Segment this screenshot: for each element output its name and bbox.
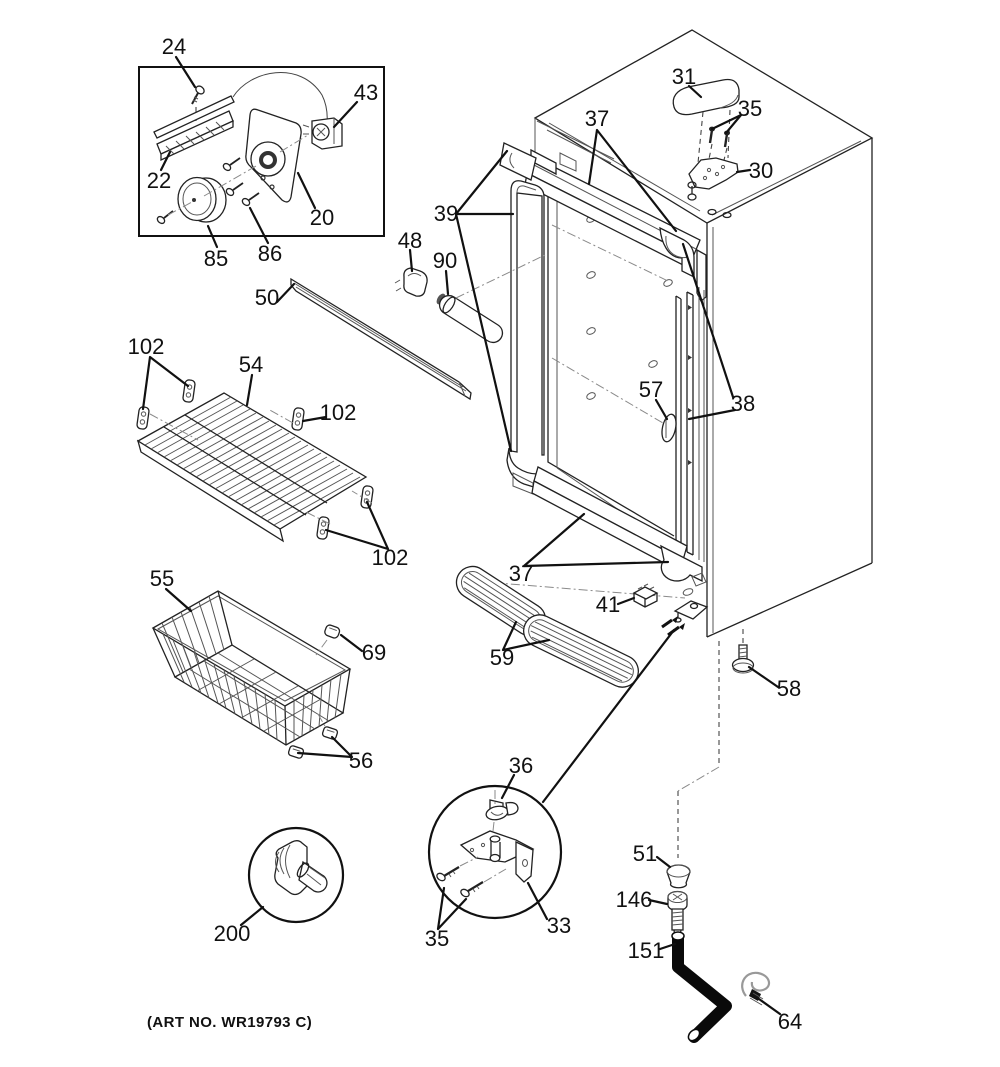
clip-64 [742,973,769,1005]
part-label-200: 200 [213,921,251,946]
part-label-41: 41 [595,592,621,617]
part-label-22: 22 [146,168,172,193]
part-label-90: 90 [432,248,458,273]
part-label-55: 55 [149,566,175,591]
part-label-56: 56 [348,748,374,773]
inset-detail-box [139,67,384,236]
clamp-48 [395,268,427,296]
part-label-50: 50 [254,285,280,310]
drain-hose-151 [672,932,726,1043]
left-duct-trim [500,143,544,494]
part-label-102: 102 [319,400,357,425]
part-label-31: 31 [671,64,697,89]
part-label-86: 86 [257,241,283,266]
drain-fitting-146 [668,892,687,938]
bottom-corner-details [634,573,707,635]
basket-clip-69 [316,624,341,655]
part-label-69: 69 [361,640,387,665]
leveling-leg-58 [733,629,754,673]
part-label-146: 146 [615,887,653,912]
part-label-38: 38 [730,391,756,416]
detail-circle-33 [429,786,561,918]
part-label-64: 64 [777,1009,803,1034]
part-label-20: 20 [309,205,335,230]
part-label-58: 58 [776,676,802,701]
drain-assembly [667,641,769,1043]
side-trim-strips [660,287,704,562]
part-label-37: 37 [508,561,534,586]
fan-blade-85 [178,178,226,223]
part-label-51: 51 [632,841,658,866]
part-label-35: 35 [424,926,450,951]
part-label-151: 151 [627,938,665,963]
part-label-54: 54 [238,352,264,377]
defrost-connector-41 [634,584,657,607]
part-label-30: 30 [748,158,774,183]
art-number: (ART NO. WR19793 C) [147,1014,313,1031]
part-label-43: 43 [353,80,379,105]
part-label-35: 35 [737,96,763,121]
part-label-57: 57 [638,377,664,402]
part-label-102: 102 [127,334,165,359]
part-label-102: 102 [371,545,409,570]
part-label-24: 24 [161,34,187,59]
basket-clips-56 [288,714,338,759]
drain-cap-51 [667,865,690,888]
part-label-39: 39 [433,201,459,226]
wire-basket-55 [153,591,350,745]
part-label-37: 37 [584,106,610,131]
part-label-33: 33 [546,913,572,938]
part-label-48: 48 [397,228,423,253]
part-label-36: 36 [508,753,534,778]
vent-grilles-59 [450,560,643,692]
part-label-85: 85 [203,246,229,271]
part-label-59: 59 [489,645,515,670]
